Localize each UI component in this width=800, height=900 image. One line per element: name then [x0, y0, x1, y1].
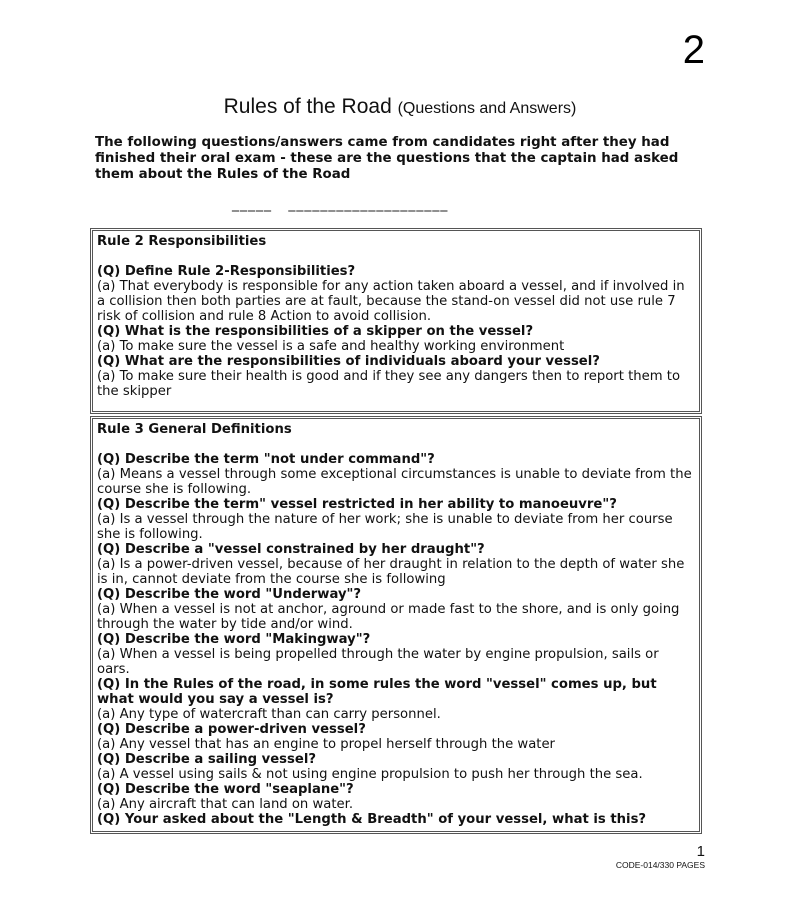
question: (Q) Define Rule 2-Responsibilities?: [97, 264, 356, 279]
answer: (a) Any aircraft that can land on water.: [97, 797, 354, 812]
question: (Q) Your asked about the "Length & Breadth" of your vessel, what is this?: [97, 812, 647, 827]
question: (Q) Describe a sailing vessel?: [97, 752, 316, 767]
section-rule-3: [90, 416, 702, 834]
answer: (a) To make sure their health is good and if they see any dangers then to report them to the skipper: [97, 369, 681, 399]
footer-page-number: 1: [696, 843, 705, 860]
title-sub: (Questions and Answers): [397, 100, 577, 117]
divider-line: _____ ____________________: [232, 196, 449, 212]
answer: (a) Is a vessel through the nature of her work; she is unable to deviate from her course she is following.: [97, 512, 673, 542]
question: (Q) Describe a "vessel constrained by her draught"?: [97, 542, 485, 557]
answer: (a) Is a power-driven vessel, because of her draught in relation to the depth of water she is in, cannot deviate from the course she is following: [97, 557, 685, 587]
question: (Q) Describe a power-driven vessel?: [97, 722, 366, 737]
answer: (a) When a vessel is not at anchor, aground or made fast to the shore, and is only going through the water by tide and/or wind.: [97, 602, 680, 632]
page-number: 2: [682, 28, 705, 72]
page-title: [0, 95, 800, 119]
intro-paragraph: The following questions/answers came from candidates right after they had finished their oral exam - these are the questions that the captain had asked them about the Rules of the Road: [95, 135, 679, 182]
answer: (a) A vessel using sails & not using engine propulsion to push her through the sea.: [97, 767, 643, 782]
question: (Q) Describe the word "seaplane"?: [97, 782, 354, 797]
section-heading: Rule 3 General Definitions: [97, 422, 292, 437]
answer: (a) Any vessel that has an engine to propel herself through the water: [97, 737, 555, 752]
question: (Q) Describe the term" vessel restricted in her ability to manoeuvre"?: [97, 497, 617, 512]
answer: (a) When a vessel is being propelled through the water by engine propulsion, sails or oars.: [97, 647, 659, 677]
question: (Q) Describe the term "not under command"?: [97, 452, 435, 467]
answer: (a) That everybody is responsible for any action taken aboard a vessel, and if involved in a collision then both parties are at fault, because the stand-on vessel did not use rule 7 risk of collision and rule 8 Action to avoid collision.: [97, 279, 685, 324]
question: (Q) Describe the word "Makingway"?: [97, 632, 371, 647]
title-main: Rules of the Road: [223, 95, 392, 118]
question: (Q) What are the responsibilities of individuals aboard your vessel?: [97, 354, 600, 369]
question: (Q) In the Rules of the road, in some rules the word "vessel" comes up, but what would you say a vessel is?: [97, 677, 657, 707]
answer: (a) To make sure the vessel is a safe and healthy working environment: [97, 339, 565, 354]
answer: (a) Means a vessel through some exceptional circumstances is unable to deviate from the course she is following.: [97, 467, 692, 497]
footer-code: CODE-014/330 PAGES: [615, 860, 705, 870]
answer: (a) Any type of watercraft than can carry personnel.: [97, 707, 441, 722]
question: (Q) Describe the word "Underway"?: [97, 587, 362, 602]
question: (Q) What is the responsibilities of a skipper on the vessel?: [97, 324, 534, 339]
section-rule-2: [90, 228, 702, 414]
section-heading: Rule 2 Responsibilities: [97, 234, 267, 249]
